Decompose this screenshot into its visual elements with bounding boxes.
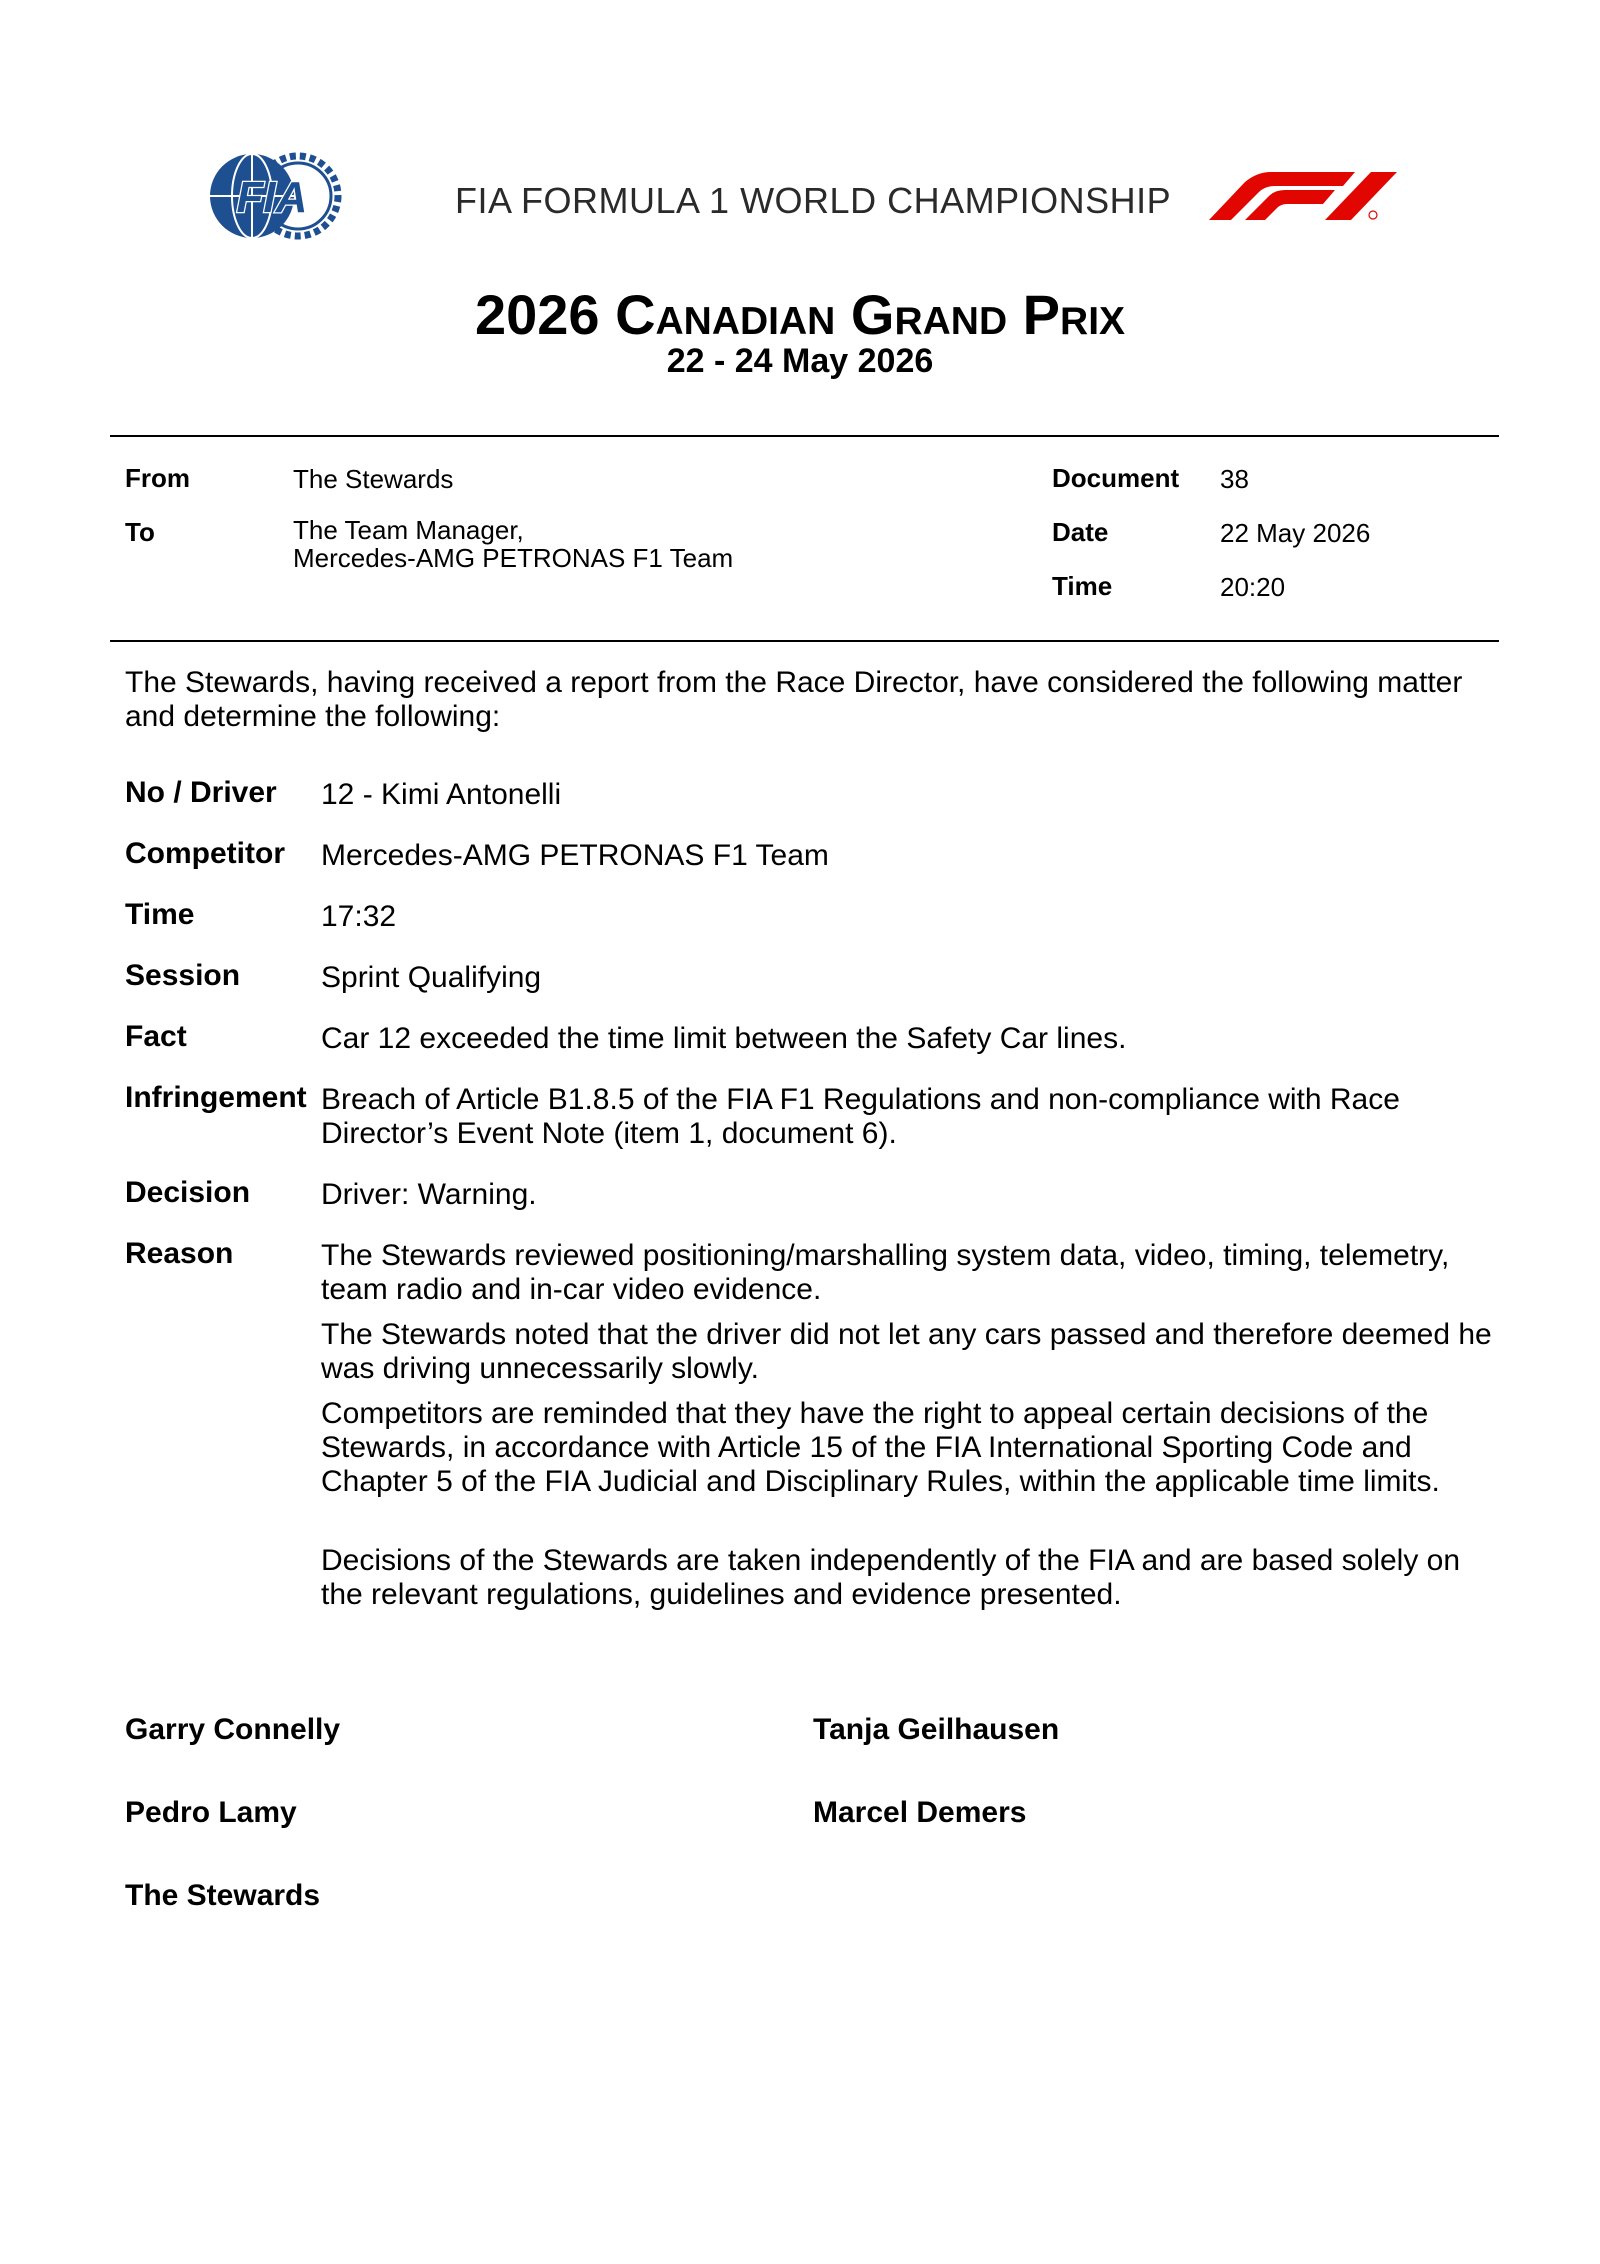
reason-label: Reason <box>125 1237 234 1270</box>
to-label: To <box>125 517 155 547</box>
from-value: The Stewards <box>293 464 454 494</box>
from-label: From <box>125 463 190 493</box>
f1-logo <box>1205 168 1401 224</box>
bottom-divider <box>110 640 1499 642</box>
time-value: 20:20 <box>1220 572 1286 602</box>
event-dates: 22 - 24 May 2026 <box>666 342 934 380</box>
to-line-2: Mercedes-AMG PETRONAS F1 Team <box>293 543 734 573</box>
top-divider <box>110 435 1499 437</box>
driver-label: No / Driver <box>125 776 277 809</box>
fact-value: Car 12 exceeded the time limit between the Safety Car lines. <box>321 1022 1127 1055</box>
signatory-3: Pedro Lamy <box>125 1796 297 1829</box>
reason-paragraph-3: Competitors are reminded that they have the right to appeal certain decisions of the Stewards, in accordance with Article 15 of the FIA International Sporting Code and Chapter 5 of the FIA Judicial and Disciplinary Rules, within the applicable time limits. <box>321 1397 1440 1498</box>
to-value <box>293 516 733 572</box>
reason-paragraph-1: The Stewards reviewed positioning/marshalling system data, video, timing, telemetry, team radio and in-car video evidence. <box>321 1239 1450 1306</box>
decision-label: Decision <box>125 1176 251 1209</box>
fia-logo-text: FIA <box>236 173 308 222</box>
intro-text: The Stewards, having received a report from the Race Director, have considered the following matter and determine the following: <box>125 666 1463 733</box>
signatory-2: Tanja Geilhausen <box>813 1713 1060 1746</box>
signatory-4: Marcel Demers <box>813 1796 1027 1829</box>
document-label: Document <box>1052 463 1180 493</box>
decision-value: Driver: Warning. <box>321 1178 537 1211</box>
championship-title: FIA FORMULA 1 WORLD CHAMPIONSHIP <box>455 180 1172 221</box>
field-time-value: 17:32 <box>321 900 397 933</box>
competitor-value: Mercedes-AMG PETRONAS F1 Team <box>321 839 829 872</box>
session-label: Session <box>125 959 241 992</box>
reason-paragraph-4: Decisions of the Stewards are taken independently of the FIA and are based solely on the relevant regulations, guidelines and evidence presented. <box>321 1544 1461 1611</box>
session-value: Sprint Qualifying <box>321 961 542 994</box>
to-line-1: The Team Manager, <box>293 515 524 545</box>
field-time-label: Time <box>125 898 195 931</box>
signatory-1: Garry Connelly <box>125 1713 341 1746</box>
fact-label: Fact <box>125 1020 187 1053</box>
date-label: Date <box>1052 517 1109 547</box>
reason-paragraph-2: The Stewards noted that the driver did not let any cars passed and therefore deemed he was driving unnecessarily slowly. <box>321 1318 1492 1385</box>
infringement-value: Breach of Article B1.8.5 of the FIA F1 Regulations and non-compliance with Race Director’s Event Note (item 1, document 6). <box>321 1083 1400 1150</box>
fia-logo <box>206 150 342 242</box>
time-label: Time <box>1052 571 1113 601</box>
competitor-label: Competitor <box>125 837 285 870</box>
date-value: 22 May 2026 <box>1220 518 1371 548</box>
driver-value: 12 - Kimi Antonelli <box>321 778 562 811</box>
document-value: 38 <box>1220 464 1249 494</box>
document-title: 2026 Canadian Grand Prix <box>474 283 1126 346</box>
infringement-label: Infringement <box>125 1081 307 1114</box>
signatory-footer: The Stewards <box>125 1879 321 1912</box>
